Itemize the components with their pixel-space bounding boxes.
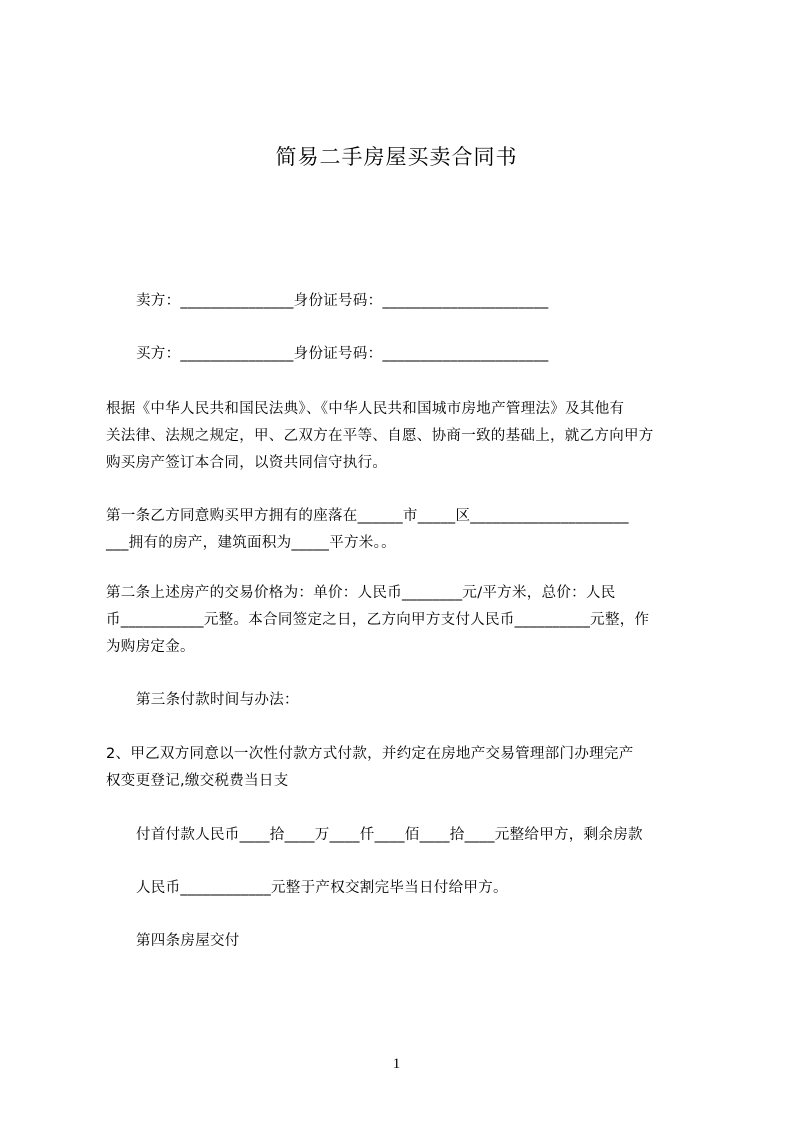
preamble-line-3: 购买房产签订本合同，以资共同信守执行。 bbox=[106, 455, 388, 471]
payment-line-1: 2、甲乙双方同意以一次性付款方式付款，并约定在房地产交易管理部门办理完产 bbox=[106, 746, 634, 762]
preamble-line-2: 关法律、法规之规定，甲、乙双方在平等、自愿、协商一致的基础上，就乙方向甲方 bbox=[106, 428, 654, 444]
article-1-line-2: ___拥有的房产，建筑面积为_____平方米。。 bbox=[106, 535, 396, 551]
preamble-line-1: 根据《中华人民共和国民法典》、《中华人民共和国城市房地产管理法》及其他有 bbox=[106, 401, 625, 417]
buyer-line: 买方：_______________身份证号码：______________________ bbox=[136, 346, 549, 362]
article-2-line-3: 为购房定金。 bbox=[106, 639, 195, 655]
article-2-line-2: 币___________元整。本合同签定之日，乙方向甲方支付人民币__________元整，作 bbox=[106, 612, 650, 628]
payment-line-2: 权变更登记,缴交税费当日支 bbox=[106, 773, 289, 789]
article-4-heading: 第四条房屋交付 bbox=[136, 933, 240, 949]
article-1-line-1: 第一条乙方同意购买甲方拥有的座落在______市_____区_____________________ bbox=[106, 508, 629, 524]
seller-line: 卖方：_______________身份证号码：______________________ bbox=[136, 293, 549, 309]
document-title: 简易二手房屋买卖合同书 bbox=[275, 145, 518, 169]
balance-payment-line: 人民币____________元整于产权交割完毕当日付给甲方。 bbox=[136, 880, 508, 896]
article-3-heading: 第三条付款时间与办法： bbox=[136, 692, 299, 708]
page-number: 1 bbox=[392, 1056, 401, 1072]
article-2-line-1: 第二条上述房产的交易价格为：单价：人民币________元/平方米，总价：人民 bbox=[106, 585, 616, 601]
down-payment-line: 付首付款人民币____拾____万____仟____佰____拾____元整给甲方，剩余房款 bbox=[136, 827, 643, 843]
